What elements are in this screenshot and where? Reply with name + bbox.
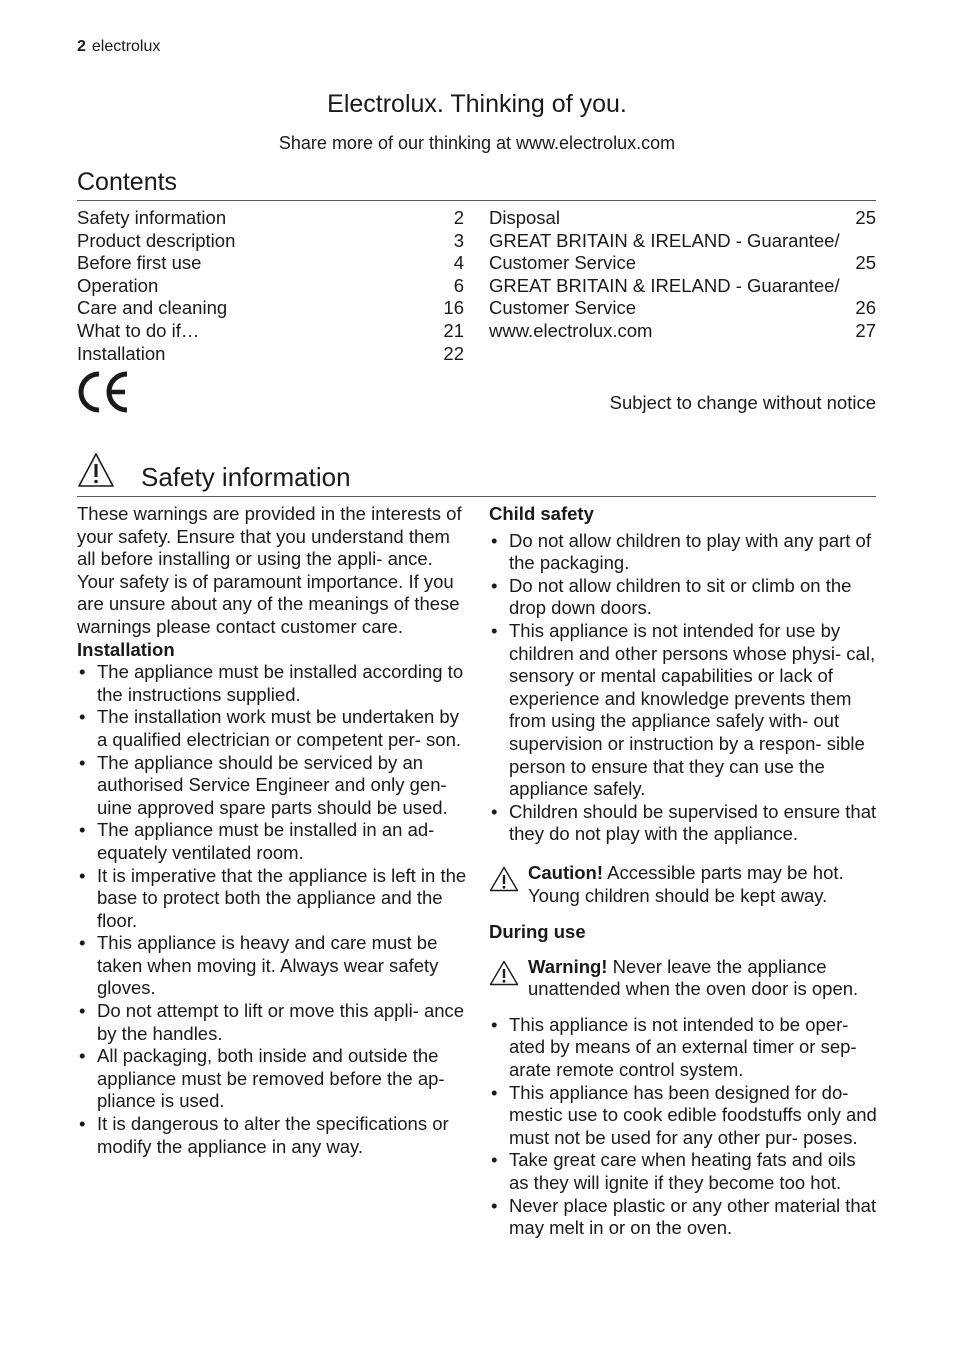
toc-item-title: Care and cleaning: [77, 297, 228, 319]
child-safety-list: [489, 530, 879, 846]
list-item: • Take great care when heating fats and oils as they will ignite if they become too hot.: [489, 1149, 879, 1194]
toc-item-title: www.electrolux.com: [489, 319, 653, 341]
toc-item-page: 21: [443, 319, 464, 341]
list-item: • Do not allow children to sit or climb on the drop down doors.: [489, 575, 879, 620]
brand-name: electrolux: [91, 38, 161, 55]
caution-triangle-icon: [489, 866, 519, 892]
safety-left-column: [77, 503, 467, 1158]
toc-item-page: 3: [453, 229, 464, 251]
list-item: • All packaging, both inside and outside the appliance must be removed before the ap- pliance is used.: [77, 1045, 467, 1113]
intro-paragraph: These warnings are provided in the interests of your safety. Ensure that you understand them all before installing or using the appli- ance.: [77, 503, 462, 570]
warning-label: Warning!: [528, 955, 608, 977]
during-use-list: [489, 1014, 879, 1240]
toc-item[interactable]: [489, 297, 876, 320]
toc-item-page: 25: [855, 207, 876, 228]
toc-right-column: [489, 207, 876, 343]
toc-item-title: Safety information: [77, 207, 227, 228]
list-item: • Children should be supervised to ensure that they do not play with the appliance.: [489, 801, 879, 846]
installation-list: [77, 661, 467, 1158]
toc-item[interactable]: [77, 230, 464, 253]
toc-item[interactable]: [77, 297, 464, 320]
toc-item-page: 22: [443, 342, 464, 364]
ce-mark-icon: [77, 370, 133, 414]
toc-item[interactable]: [489, 230, 876, 253]
toc-item[interactable]: [77, 343, 464, 366]
toc-item-title: What to do if…: [77, 319, 200, 341]
warning-triangle-icon: [77, 452, 115, 488]
toc-item[interactable]: [489, 275, 876, 298]
toc-item-page: 4: [453, 252, 464, 274]
list-item: • The installation work must be undertaken by a qualified electrician or competent per- son.: [77, 706, 467, 751]
toc-item-page: 16: [443, 297, 464, 319]
list-item: • It is imperative that the appliance is left in the base to protect both the appliance and the floor.: [77, 865, 467, 933]
list-item: • The appliance must be installed in an ad- equately ventilated room.: [77, 819, 467, 864]
share-line: Share more of our thinking at www.electrolux.com: [278, 133, 676, 153]
list-item: • It is dangerous to alter the specifications or modify the appliance in any way.: [77, 1113, 467, 1158]
tagline: Electrolux. Thinking of you.: [327, 90, 627, 118]
child-safety-heading: Child safety: [489, 503, 594, 524]
page-header: [77, 38, 160, 56]
warning-note: [489, 956, 879, 1001]
list-item: • Do not allow children to play with any part of the packaging.: [489, 530, 879, 575]
toc-item-page: 6: [453, 274, 464, 296]
installation-heading: Installation: [77, 638, 175, 660]
warning-triangle-icon: [489, 960, 519, 986]
toc-item-page: 27: [855, 319, 876, 341]
toc-item-title: GREAT BRITAIN & IRELAND - Guarantee/: [489, 229, 840, 251]
toc-item-title: Product description: [77, 229, 236, 251]
toc-left-column: [77, 207, 464, 365]
toc-item-title: Customer Service: [489, 252, 637, 274]
list-item: • This appliance is not intended for use by children and other persons whose physi- cal, sensory or mental capabilities or lack of experience and knowledge prevents them from using the appliance safely with- out supervision or instruction by a respon- sible person to ensure that they can use the appliance safely.: [489, 620, 879, 801]
list-item: • Do not attempt to lift or move this appli- ance by the handles.: [77, 1000, 467, 1045]
toc-item[interactable]: [489, 320, 876, 343]
intro-paragraph: Your safety is of paramount importance. If you are unsure about any of the meanings of these warnings please contact customer care.: [77, 570, 460, 637]
caution-text: Accessible parts may be hot. Young children should be kept away.: [528, 861, 844, 906]
toc-item[interactable]: [77, 275, 464, 298]
during-use-heading: During use: [489, 921, 586, 943]
list-item: • Never place plastic or any other material that may melt in or on the oven.: [489, 1195, 879, 1240]
toc-item[interactable]: [489, 252, 876, 275]
toc-item-title: Operation: [77, 274, 159, 296]
section-divider: [77, 496, 876, 497]
page-number: 2: [77, 38, 86, 55]
toc-item-title: Installation: [77, 342, 166, 364]
toc-item[interactable]: [77, 207, 464, 230]
toc-item[interactable]: [77, 252, 464, 275]
contents-title: Contents: [77, 168, 178, 196]
subject-to-change-notice: Subject to change without notice: [609, 392, 876, 413]
list-item: • This appliance has been designed for do- mestic use to cook edible foodstuffs only and must not be used for any other pur- poses.: [489, 1082, 879, 1150]
toc-item-page: 25: [855, 252, 876, 274]
toc-item[interactable]: [77, 320, 464, 343]
list-item: • This appliance is not intended to be oper- ated by means of an external timer or sep- arate remote control system.: [489, 1014, 879, 1082]
toc-item[interactable]: [489, 207, 876, 230]
list-item: • The appliance should be serviced by an authorised Service Engineer and only gen- uine approved spare parts should be used.: [77, 752, 467, 820]
contents-divider: [77, 200, 876, 201]
toc-item-page: 26: [855, 297, 876, 319]
list-item: • This appliance is heavy and care must be taken when moving it. Always wear safety gloves.: [77, 932, 467, 1000]
toc-item-title: Before first use: [77, 252, 202, 274]
section-title: Safety information: [141, 462, 351, 492]
toc-item-title: Customer Service: [489, 297, 637, 319]
toc-item-title: Disposal: [489, 207, 560, 228]
warning-text: Never leave the appliance unattended when the oven door is open.: [528, 955, 859, 1000]
toc-item-page: 2: [453, 207, 464, 228]
list-item: • The appliance must be installed according to the instructions supplied.: [77, 661, 467, 706]
caution-label: Caution!: [528, 861, 604, 883]
caution-note: [489, 862, 879, 907]
safety-right-column: [489, 503, 879, 1240]
toc-item-title: GREAT BRITAIN & IRELAND - Guarantee/: [489, 274, 840, 296]
